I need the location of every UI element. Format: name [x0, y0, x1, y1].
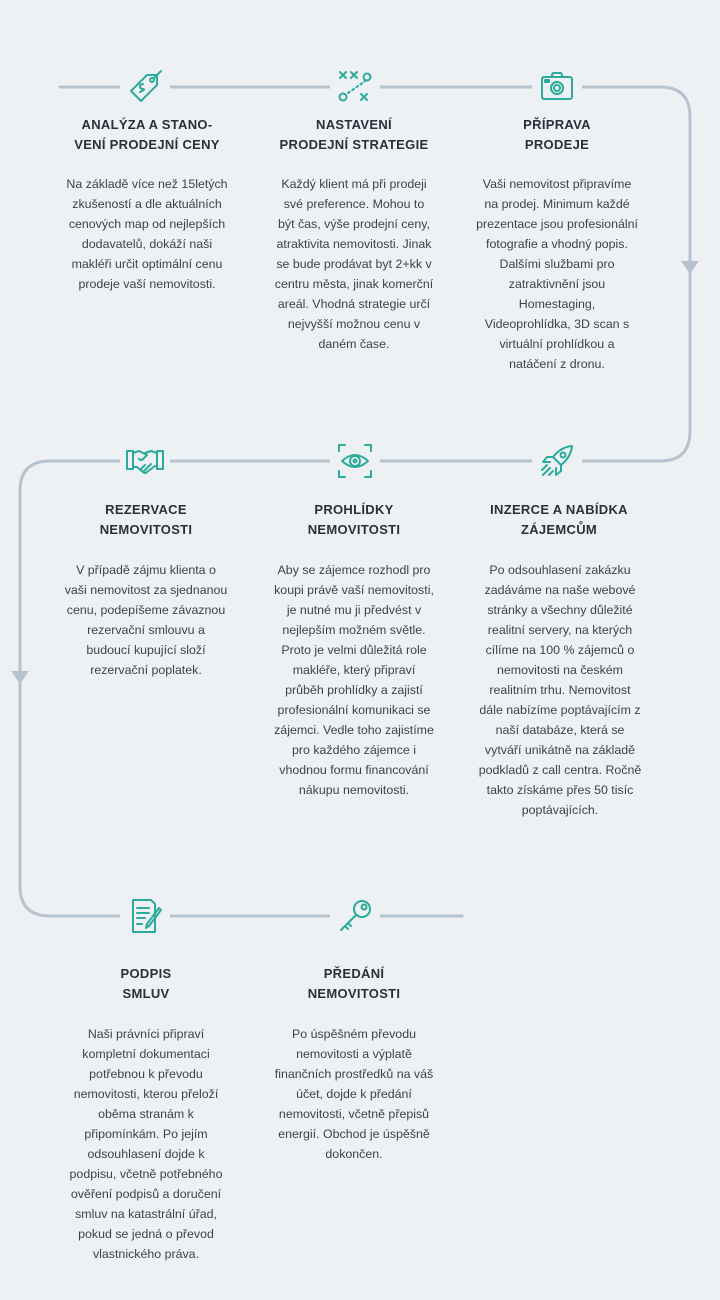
flow-arrow-right [681, 261, 699, 274]
step-2-description: Každý klient má při prodeji své preference. Mohou to být čas, výše prodejní ceny, atraktivita nemovitosti. Jinak se bude prodávat byt 2+kk v centru města, jinak komerční areál. Vhodná strategie určí nejvyšší možnou cenu v daném čase. [274, 177, 434, 351]
step-6-title: REZERVACE NEMOVITOSTI [99, 502, 193, 537]
step-8-description: Po úspěšném převodu nemovitosti a výplatě finančních prostředků na váš účet, dojde k předání nemovitosti, včetně přepisů energií. Obchod je úspěšně dokončen. [274, 1027, 434, 1161]
step-1-description: Na základě více než 15letých zkušeností a dle aktuálních cenových map od nejlepších dodavatelů, dokáží naši makléři určit optimální cenu prodeje vaší nemovitosti. [66, 177, 228, 291]
step-4-icon-holder [532, 439, 582, 483]
handshake-icon [125, 441, 165, 481]
strategy-icon [335, 67, 375, 107]
step-7-icon-holder [120, 894, 170, 938]
step-3-description: Vaši nemovitost připravíme na prodej. Minimum každé prezentace jsou profesionální fotografie a vhodný popis. Dalšími službami pro zatraktivnění jsou Homestaging, Videoprohlídka, 3D scan s virtuální prohlídkou a natáčení z dronu. [476, 177, 638, 371]
key-icon [335, 896, 375, 936]
step-6-description: V případě zájmu klienta o vaši nemovitost za sjednanou cenu, podepíšeme závaznou rezervační smlouvu a budoucí kupující složí rezervační poplatek. [64, 563, 228, 677]
step-8-icon-holder [330, 894, 380, 938]
step-8-title: PŘEDÁNÍ NEMOVITOSTI [307, 966, 401, 1001]
step-5-icon-holder [330, 439, 380, 483]
contract-icon [125, 896, 165, 936]
camera-icon [537, 67, 577, 107]
step-1-icon-holder [120, 65, 170, 109]
rocket-icon [537, 441, 577, 481]
step-3-title: PŘÍPRAVA PRODEJE [523, 117, 591, 152]
step-3-icon-holder [532, 65, 582, 109]
step-4-title: INZERCE A NABÍDKA ZÁJEMCŮM [490, 502, 628, 537]
price-tag-icon [125, 67, 165, 107]
step-1-title: ANALÝZA A STANO- VENÍ PRODEJNÍ CENY [74, 117, 220, 152]
step-2-title: NASTAVENÍ PRODEJNÍ STRATEGIE [279, 117, 429, 152]
flow-arrow-left [11, 671, 29, 684]
step-7-title: PODPIS SMLUV [120, 966, 172, 1001]
step-7-description: Naši právníci připraví kompletní dokumentaci potřebnou k převodu nemovitosti, kterou přeloží oběma stranám k připomínkám. Po jejím odsouhlasení dojde k podpisu, včetně potřebného ověření podpisů a doručení smluv na katastrální úřad, pokud se jedná o převod vlastnického práva. [69, 1027, 223, 1261]
step-5-title: PROHLÍDKY NEMOVITOSTI [307, 502, 401, 537]
eye-icon [335, 441, 375, 481]
step-2-icon-holder [330, 65, 380, 109]
step-6-icon-holder [120, 439, 170, 483]
step-4-description: Po odsouhlasení zakázku zadáváme na naše webové stránky a všechny důležité realitní servery, na kterých cílíme na 100 % zájemců o nemovitosti na českém realitním trhu. Nemovitost dále nabízíme poptávajícím z naší databáze, která se vytváří unikátně na základě podkladů z call centra. Ročně takto získáme přes 50 tisíc poptávajících. [478, 563, 642, 817]
step-5-description: Aby se zájemce rozhodl pro koupi právě vaší nemovitosti, je nutné mu ji předvést v nejlepším možném světle. Proto je velmi důležitá role makléře, který připraví průběh prohlídky a zajistí profesionální komunikaci se zájemci. Vedle toho zajistíme pro každého zájemce i vhodnou formu financování nákupu nemovitosti. [274, 563, 434, 797]
